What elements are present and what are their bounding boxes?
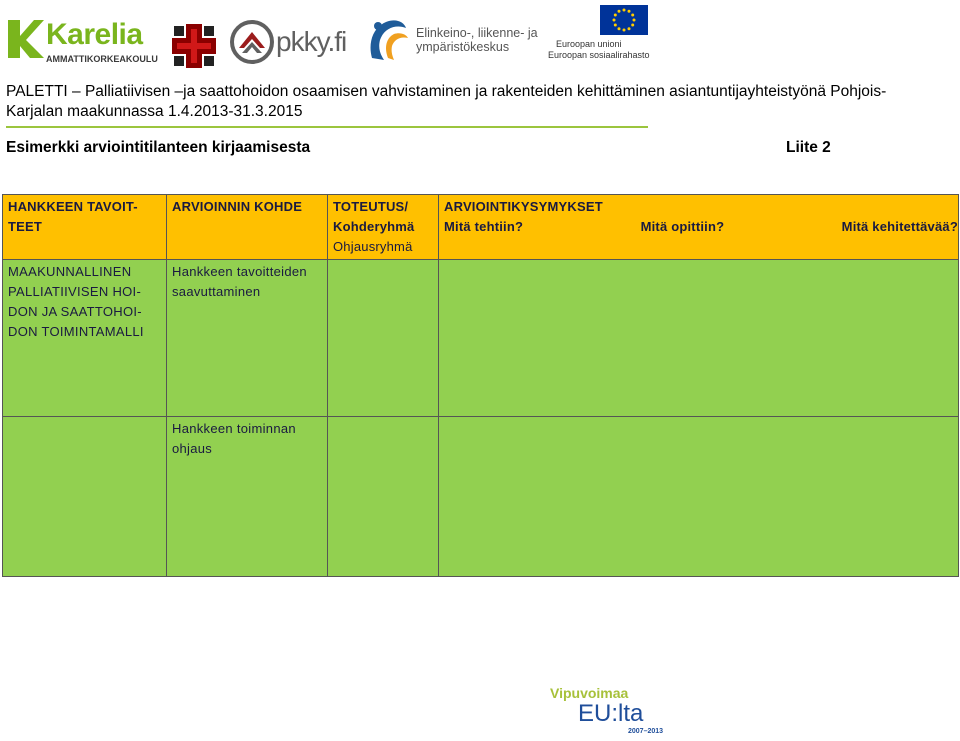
ely-text — [416, 26, 538, 54]
row1-goal-line3: DON JA SAATTOHOI- — [8, 304, 142, 319]
header-questions-title: ARVIOINTIKYSYMYKSET — [444, 199, 603, 214]
row1-goal-line2: PALLIATIIVISEN HOI- — [8, 284, 142, 299]
table-row — [3, 260, 959, 417]
karelia-name: Karelia — [46, 18, 143, 51]
header-target-label: ARVIOINNIN KOHDE — [172, 199, 303, 214]
vipu-line2: EU:lta — [578, 700, 644, 727]
vipu-years: 2007–2013 — [628, 728, 664, 735]
title-line-1: PALETTI – Palliatiivisen –ja saattohoidon osaamisen vahvistaminen ja rakenteiden kehittäminen asiantuntijayhteistyönä Pohjois- — [6, 83, 887, 100]
header-questions — [439, 195, 959, 260]
karelia-emblem-icon — [8, 18, 44, 58]
header-impl-title: TOTEUTUS/ — [333, 199, 409, 214]
row1-goal — [3, 260, 167, 417]
ely-logo — [366, 14, 536, 64]
header-target — [167, 195, 328, 260]
vipu-line1: Vipuvoimaa — [550, 685, 629, 701]
row2-target-line2: ohjaus — [172, 441, 213, 456]
eu-text — [548, 39, 650, 61]
row1-target-line2: saavuttaminen — [172, 284, 261, 299]
row1-goal-line4: DON TOIMINTAMALLI — [8, 324, 144, 339]
question-what-improve: Mitä kehitettävää? — [841, 219, 958, 234]
title-divider — [6, 126, 648, 128]
cross-emblem-icon — [172, 24, 216, 68]
header-goals-line2: TEET — [8, 219, 43, 234]
row2-target-line1: Hankkeen toiminnan — [172, 421, 296, 436]
pkky-text: pkky.fi — [276, 26, 347, 57]
question-what-done: Mitä tehtiin? — [444, 219, 524, 234]
header-impl-sub2: Ohjausryhmä — [333, 239, 413, 254]
vipuvoimaa-logo — [548, 684, 668, 736]
karelia-logo — [8, 18, 158, 64]
row1-target — [167, 260, 328, 417]
header-implementation — [328, 195, 439, 260]
eu-line2: Euroopan sosiaalirahasto — [548, 50, 650, 60]
row1-goal-line1: MAAKUNNALLINEN — [8, 264, 132, 279]
header-goals — [3, 195, 167, 260]
title-line-2: Karjalan maakunnassa 1.4.2013-31.3.2015 — [6, 103, 303, 120]
logo-bar — [0, 0, 960, 70]
document-subtitle: Esimerkki arviointitilanteen kirjaamisesta — [6, 139, 311, 156]
row2-target — [167, 417, 328, 577]
eu-flag-icon — [600, 5, 648, 35]
row1-implementation — [328, 260, 439, 417]
cross-emblem-logo — [172, 24, 216, 68]
question-what-learned: Mitä opittiin? — [640, 219, 725, 234]
vipuvoimaa-emblem-icon — [548, 684, 668, 736]
eu-logo — [548, 5, 658, 65]
row1-questions — [439, 260, 959, 417]
ely-emblem-icon — [366, 14, 410, 64]
table-row — [3, 417, 959, 577]
document-title — [6, 82, 936, 122]
header-goals-line1: HANKKEEN TAVOIT- — [8, 199, 138, 214]
pkky-emblem-icon — [230, 20, 274, 64]
evaluation-table — [2, 194, 959, 577]
row2-implementation — [328, 417, 439, 577]
karelia-subtitle: AMMATTIKORKEAKOULU — [46, 54, 158, 64]
question-list — [444, 217, 958, 237]
row2-questions — [439, 417, 959, 577]
ely-line2: ympäristökeskus — [416, 40, 510, 54]
row2-goal — [3, 417, 167, 577]
table-header-row — [3, 195, 959, 260]
row1-target-line1: Hankkeen tavoitteiden — [172, 264, 307, 279]
ely-line1: Elinkeino-, liikenne- ja — [416, 26, 538, 40]
attachment-label: Liite 2 — [786, 139, 831, 156]
pkky-logo — [230, 20, 360, 66]
header-impl-sub1: Kohderyhmä — [333, 219, 415, 234]
eu-line1: Euroopan unioni — [556, 39, 622, 49]
